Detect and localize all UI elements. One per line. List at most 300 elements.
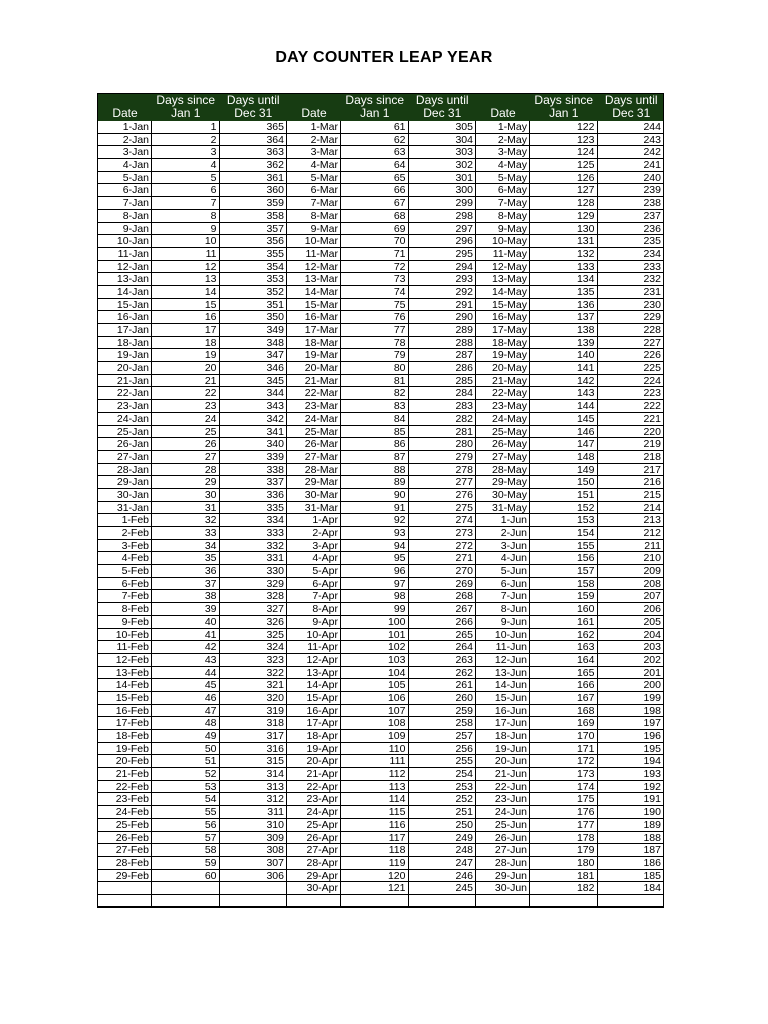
table-cell: 31-Mar [286, 502, 340, 515]
table-cell: 326 [219, 616, 287, 629]
table-cell: 24-Jan [97, 413, 151, 426]
table-cell: 298 [408, 210, 476, 223]
table-cell: 353 [219, 273, 287, 286]
table-cell: 66 [340, 184, 408, 197]
table-cell: 140 [529, 349, 597, 362]
table-row [97, 793, 664, 806]
page-title: DAY COUNTER LEAP YEAR [275, 49, 493, 66]
table-cell: 337 [219, 476, 287, 489]
table-cell: 58 [151, 844, 219, 857]
table-cell: 22-May [475, 387, 529, 400]
table-cell: 108 [340, 717, 408, 730]
header-line-2: Dec 31 [423, 106, 462, 120]
table-cell: 23-May [475, 400, 529, 413]
table-cell: 7-Feb [97, 590, 151, 603]
table-cell: 16-Jan [97, 311, 151, 324]
table-cell: 26-Jun [475, 832, 529, 845]
table-cell: 175 [529, 793, 597, 806]
table-cell: 103 [340, 654, 408, 667]
table-cell: 207 [597, 590, 665, 603]
table-cell: 349 [219, 324, 287, 337]
table-cell: 59 [151, 857, 219, 870]
table-cell: 19-Mar [286, 349, 340, 362]
table-cell: 2-Jun [475, 527, 529, 540]
table-row [97, 603, 664, 616]
table-row [97, 362, 664, 375]
table-cell: 222 [597, 400, 665, 413]
table-row [97, 375, 664, 388]
table-cell: 28-Apr [286, 857, 340, 870]
table-cell: 295 [408, 248, 476, 261]
table-cell: 13 [151, 273, 219, 286]
table-cell: 114 [340, 793, 408, 806]
table-cell: 30-Jun [475, 882, 529, 895]
table-cell: 17-Jun [475, 717, 529, 730]
header-date-col-1 [98, 94, 152, 121]
table-cell: 20 [151, 362, 219, 375]
table-cell: 318 [219, 717, 287, 730]
table-cell: 276 [408, 489, 476, 502]
table-cell: 9-May [475, 223, 529, 236]
table-cell: 8-Jan [97, 210, 151, 223]
header-days-until-col-3 [598, 94, 666, 121]
table-cell: 199 [597, 692, 665, 705]
table-cell: 27-Feb [97, 844, 151, 857]
table-cell: 292 [408, 286, 476, 299]
table-cell: 17 [151, 324, 219, 337]
table-cell: 10-Apr [286, 629, 340, 642]
table-cell: 29-Mar [286, 476, 340, 489]
table-cell: 354 [219, 261, 287, 274]
table-cell: 71 [340, 248, 408, 261]
table-cell: 29-Jan [97, 476, 151, 489]
table-row [97, 895, 664, 908]
table-row [97, 552, 664, 565]
table-cell: 171 [529, 743, 597, 756]
table-cell: 291 [408, 299, 476, 312]
table-cell: 164 [529, 654, 597, 667]
table-row [97, 324, 664, 337]
table-cell: 331 [219, 552, 287, 565]
table-cell: 185 [597, 870, 665, 883]
table-cell: 7-Jun [475, 590, 529, 603]
table-cell: 23-Apr [286, 793, 340, 806]
table-cell: 9-Apr [286, 616, 340, 629]
table-cell: 209 [597, 565, 665, 578]
table-cell: 35 [151, 552, 219, 565]
table-cell: 256 [408, 743, 476, 756]
table-cell: 15-Apr [286, 692, 340, 705]
table-cell: 290 [408, 311, 476, 324]
header-line-2: Jan 1 [171, 106, 201, 120]
table-cell: 18 [151, 337, 219, 350]
table-cell: 22-Jun [475, 781, 529, 794]
table-cell: 208 [597, 578, 665, 591]
table-cell: 320 [219, 692, 287, 705]
table-cell: 81 [340, 375, 408, 388]
table-cell: 8-Jun [475, 603, 529, 616]
table-row [97, 273, 664, 286]
table-cell: 28 [151, 464, 219, 477]
table-cell: 72 [340, 261, 408, 274]
table-cell: 111 [340, 755, 408, 768]
table-cell: 310 [219, 819, 287, 832]
table-cell [97, 895, 151, 908]
table-cell: 17-Mar [286, 324, 340, 337]
table-row [97, 197, 664, 210]
table-cell: 243 [597, 134, 665, 147]
table-cell: 244 [597, 121, 665, 134]
table-cell: 325 [219, 629, 287, 642]
header-line-1: Days until [415, 93, 469, 107]
table-cell: 101 [340, 629, 408, 642]
table-cell: 3-May [475, 146, 529, 159]
table-cell: 7 [151, 197, 219, 210]
table-cell: 28-Jun [475, 857, 529, 870]
table-cell: 3-Jun [475, 540, 529, 553]
table-cell: 117 [340, 832, 408, 845]
table-cell: 348 [219, 337, 287, 350]
table-cell: 2-Apr [286, 527, 340, 540]
table-cell: 63 [340, 146, 408, 159]
table-cell: 10-Jan [97, 235, 151, 248]
table-cell: 1 [151, 121, 219, 134]
table-cell: 17-Feb [97, 717, 151, 730]
day-counter-table [97, 93, 664, 908]
table-cell: 76 [340, 311, 408, 324]
table-cell: 212 [597, 527, 665, 540]
table-cell: 135 [529, 286, 597, 299]
table-cell: 189 [597, 819, 665, 832]
table-cell: 10-Jun [475, 629, 529, 642]
table-cell: 3-Apr [286, 540, 340, 553]
table-cell: 342 [219, 413, 287, 426]
table-cell: 55 [151, 806, 219, 819]
table-cell: 157 [529, 565, 597, 578]
table-cell: 6-Jun [475, 578, 529, 591]
table-cell: 223 [597, 387, 665, 400]
table-cell: 25-Jan [97, 426, 151, 439]
table-cell: 19-May [475, 349, 529, 362]
header-line-2: Date [112, 106, 138, 120]
table-row [97, 387, 664, 400]
table-cell: 139 [529, 337, 597, 350]
table-header [97, 93, 664, 121]
table-cell: 8-May [475, 210, 529, 223]
table-cell: 95 [340, 552, 408, 565]
table-cell: 136 [529, 299, 597, 312]
table-cell: 224 [597, 375, 665, 388]
table-cell: 5-Jan [97, 172, 151, 185]
table-cell: 54 [151, 793, 219, 806]
table-cell: 257 [408, 730, 476, 743]
table-cell: 230 [597, 299, 665, 312]
table-cell: 332 [219, 540, 287, 553]
table-cell: 110 [340, 743, 408, 756]
table-cell: 228 [597, 324, 665, 337]
table-cell: 6-Feb [97, 578, 151, 591]
table-cell: 17-May [475, 324, 529, 337]
table-cell: 273 [408, 527, 476, 540]
table-cell: 172 [529, 755, 597, 768]
table-cell: 216 [597, 476, 665, 489]
table-cell: 12-Mar [286, 261, 340, 274]
header-days-until-col-1 [220, 94, 288, 121]
table-cell: 213 [597, 514, 665, 527]
table-cell: 179 [529, 844, 597, 857]
table-cell: 304 [408, 134, 476, 147]
table-cell: 28-Mar [286, 464, 340, 477]
table-cell [597, 895, 665, 908]
table-cell: 23 [151, 400, 219, 413]
table-cell: 18-Jan [97, 337, 151, 350]
table-cell: 226 [597, 349, 665, 362]
table-cell: 2-Feb [97, 527, 151, 540]
table-cell: 180 [529, 857, 597, 870]
table-cell: 27 [151, 451, 219, 464]
table-cell: 62 [340, 134, 408, 147]
table-cell: 49 [151, 730, 219, 743]
table-cell: 264 [408, 641, 476, 654]
table-row [97, 755, 664, 768]
table-cell: 365 [219, 121, 287, 134]
table-cell: 33 [151, 527, 219, 540]
table-cell: 88 [340, 464, 408, 477]
table-row [97, 489, 664, 502]
table-cell: 160 [529, 603, 597, 616]
table-cell: 259 [408, 705, 476, 718]
table-cell: 26 [151, 438, 219, 451]
table-cell: 141 [529, 362, 597, 375]
table-cell: 19 [151, 349, 219, 362]
table-cell: 61 [340, 121, 408, 134]
table-cell: 282 [408, 413, 476, 426]
table-cell [97, 882, 151, 895]
table-cell: 1-May [475, 121, 529, 134]
table-cell: 242 [597, 146, 665, 159]
table-cell: 21-May [475, 375, 529, 388]
table-cell: 6-Apr [286, 578, 340, 591]
table-cell: 205 [597, 616, 665, 629]
table-cell: 6-May [475, 184, 529, 197]
header-line-2: Dec 31 [612, 106, 651, 120]
table-cell: 17-Jan [97, 324, 151, 337]
header-line-1: Days until [604, 93, 658, 107]
table-cell: 32 [151, 514, 219, 527]
table-cell: 352 [219, 286, 287, 299]
table-cell: 218 [597, 451, 665, 464]
table-cell: 26-Jan [97, 438, 151, 451]
table-cell: 90 [340, 489, 408, 502]
table-cell: 22-Apr [286, 781, 340, 794]
table-cell: 148 [529, 451, 597, 464]
table-cell: 14-May [475, 286, 529, 299]
table-cell: 97 [340, 578, 408, 591]
table-cell: 163 [529, 641, 597, 654]
table-cell: 363 [219, 146, 287, 159]
table-cell: 131 [529, 235, 597, 248]
table-cell: 3-Feb [97, 540, 151, 553]
table-cell: 231 [597, 286, 665, 299]
table-cell: 11-Mar [286, 248, 340, 261]
table-cell: 119 [340, 857, 408, 870]
table-row [97, 502, 664, 515]
table-row [97, 286, 664, 299]
table-cell: 247 [408, 857, 476, 870]
table-row [97, 426, 664, 439]
table-cell: 134 [529, 273, 597, 286]
table-cell: 24-Jun [475, 806, 529, 819]
table-cell: 5 [151, 172, 219, 185]
table-cell: 25 [151, 426, 219, 439]
table-cell: 41 [151, 629, 219, 642]
table-cell: 313 [219, 781, 287, 794]
table-row [97, 311, 664, 324]
table-cell: 280 [408, 438, 476, 451]
table-cell: 29-Apr [286, 870, 340, 883]
table-cell: 16-Mar [286, 311, 340, 324]
table-cell: 60 [151, 870, 219, 883]
table-cell: 174 [529, 781, 597, 794]
table-cell: 19-Jan [97, 349, 151, 362]
table-cell: 14-Jan [97, 286, 151, 299]
table-cell: 219 [597, 438, 665, 451]
table-cell: 13-Jan [97, 273, 151, 286]
table-cell: 16-Apr [286, 705, 340, 718]
table-cell: 27-Mar [286, 451, 340, 464]
table-cell: 319 [219, 705, 287, 718]
table-cell: 225 [597, 362, 665, 375]
table-cell: 341 [219, 426, 287, 439]
table-cell: 15-Mar [286, 299, 340, 312]
table-cell: 28-Jan [97, 464, 151, 477]
table-cell: 96 [340, 565, 408, 578]
table-cell: 21-Apr [286, 768, 340, 781]
table-cell: 238 [597, 197, 665, 210]
table-cell: 10-Feb [97, 629, 151, 642]
table-cell: 343 [219, 400, 287, 413]
table-cell: 19-Apr [286, 743, 340, 756]
table-cell: 84 [340, 413, 408, 426]
table-cell: 269 [408, 578, 476, 591]
table-cell: 80 [340, 362, 408, 375]
table-cell: 202 [597, 654, 665, 667]
table-cell: 358 [219, 210, 287, 223]
table-cell: 364 [219, 134, 287, 147]
table-cell: 14-Mar [286, 286, 340, 299]
table-cell: 328 [219, 590, 287, 603]
table-cell: 15-Feb [97, 692, 151, 705]
table-row [97, 299, 664, 312]
table-cell: 21 [151, 375, 219, 388]
table-cell: 198 [597, 705, 665, 718]
table-cell: 26-Feb [97, 832, 151, 845]
header-line-1: Days since [156, 93, 216, 107]
table-cell: 5-Feb [97, 565, 151, 578]
table-cell: 22-Mar [286, 387, 340, 400]
table-cell: 272 [408, 540, 476, 553]
table-cell: 31-May [475, 502, 529, 515]
table-cell: 24-Feb [97, 806, 151, 819]
table-row [97, 261, 664, 274]
table-cell: 94 [340, 540, 408, 553]
table-cell: 338 [219, 464, 287, 477]
table-cell: 311 [219, 806, 287, 819]
table-cell: 15-Jan [97, 299, 151, 312]
table-cell: 82 [340, 387, 408, 400]
table-cell: 324 [219, 641, 287, 654]
table-cell: 9-Mar [286, 223, 340, 236]
table-cell: 237 [597, 210, 665, 223]
table-cell: 120 [340, 870, 408, 883]
table-cell: 83 [340, 400, 408, 413]
table-cell: 74 [340, 286, 408, 299]
table-cell: 262 [408, 667, 476, 680]
table-cell: 1-Jun [475, 514, 529, 527]
header-line-2: Date [490, 106, 516, 120]
table-cell: 232 [597, 273, 665, 286]
table-cell: 47 [151, 705, 219, 718]
table-cell: 333 [219, 527, 287, 540]
table-cell: 286 [408, 362, 476, 375]
table-cell: 25-Apr [286, 819, 340, 832]
table-cell: 233 [597, 261, 665, 274]
table-row [97, 476, 664, 489]
table-cell: 235 [597, 235, 665, 248]
table-cell: 11-Jun [475, 641, 529, 654]
table-cell: 220 [597, 426, 665, 439]
table-cell: 204 [597, 629, 665, 642]
table-cell: 27-Jun [475, 844, 529, 857]
table-cell: 330 [219, 565, 287, 578]
table-cell: 75 [340, 299, 408, 312]
table-cell: 323 [219, 654, 287, 667]
header-line-1: Days since [534, 93, 594, 107]
table-cell: 234 [597, 248, 665, 261]
header-days-since-col-3 [530, 94, 598, 121]
table-cell: 137 [529, 311, 597, 324]
table-cell: 16 [151, 311, 219, 324]
table-row [97, 781, 664, 794]
table-cell: 335 [219, 502, 287, 515]
table-row [97, 705, 664, 718]
table-row [97, 870, 664, 883]
table-cell: 351 [219, 299, 287, 312]
table-row [97, 146, 664, 159]
table-cell [151, 895, 219, 908]
header-line-2: Jan 1 [360, 106, 390, 120]
table-cell [340, 895, 408, 908]
header-date-col-3 [476, 94, 530, 121]
table-row [97, 641, 664, 654]
table-cell: 4-Jun [475, 552, 529, 565]
table-cell: 182 [529, 882, 597, 895]
table-cell: 9 [151, 223, 219, 236]
table-row [97, 337, 664, 350]
table-cell: 8-Feb [97, 603, 151, 616]
table-cell: 6 [151, 184, 219, 197]
table-cell: 154 [529, 527, 597, 540]
table-cell: 8-Apr [286, 603, 340, 616]
table-cell: 346 [219, 362, 287, 375]
table-cell: 18-Jun [475, 730, 529, 743]
table-cell: 45 [151, 679, 219, 692]
table-cell: 126 [529, 172, 597, 185]
table-cell: 340 [219, 438, 287, 451]
table-cell: 322 [219, 667, 287, 680]
table-cell: 25-Mar [286, 426, 340, 439]
table-cell: 321 [219, 679, 287, 692]
